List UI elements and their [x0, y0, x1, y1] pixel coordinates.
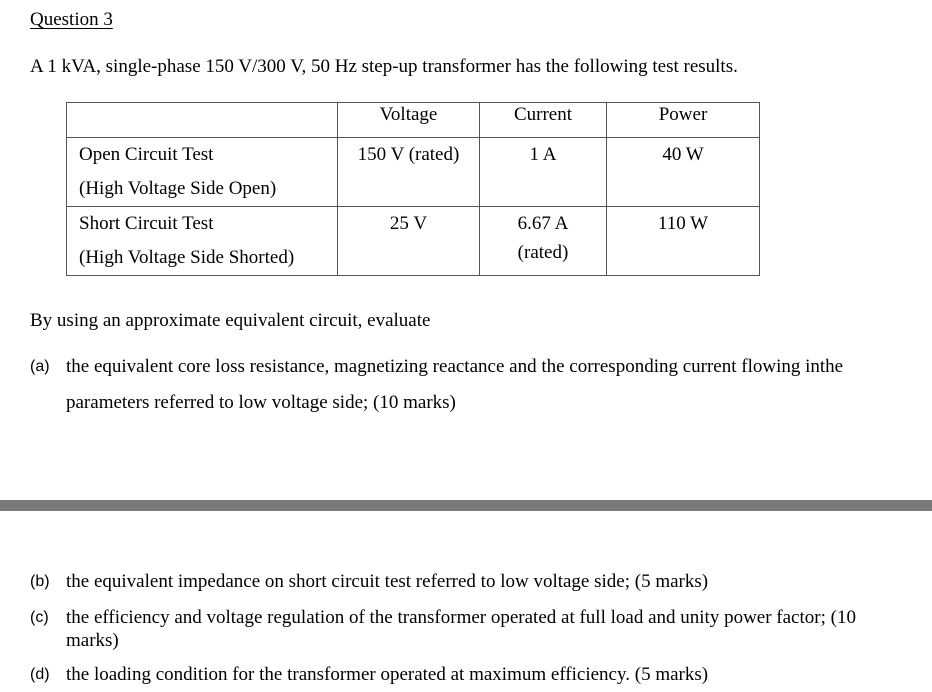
header-voltage: Voltage — [338, 103, 480, 138]
part-b-label: (b) — [30, 573, 50, 590]
test-name: Open Circuit Test — [79, 144, 214, 165]
voltage-value: 150 V (rated) — [357, 144, 460, 165]
part-a-label: (a) — [30, 358, 50, 375]
current-note: (rated) — [517, 242, 569, 263]
question-intro: A 1 kVA, single-phase 150 V/300 V, 50 Hz step-up transformer has the following test results. — [30, 56, 738, 77]
voltage-cell — [338, 138, 480, 207]
part-d-label: (d) — [30, 666, 50, 683]
power-cell — [607, 207, 760, 276]
voltage-cell — [338, 207, 480, 276]
header-test — [67, 103, 338, 138]
part-b-line1: the equivalent impedance on short circuit test referred to low voltage side; (5 marks) — [66, 571, 709, 592]
test-condition: (High Voltage Side Open) — [79, 178, 277, 199]
page-separator — [0, 500, 932, 511]
part-c-label: (c) — [30, 609, 49, 626]
test-results-table — [66, 102, 760, 276]
test-name-cell — [67, 138, 338, 207]
part-c-line1: the efficiency and voltage regulation of the transformer operated at full load and unity power factor; (10 — [66, 607, 856, 628]
test-condition: (High Voltage Side Shorted) — [79, 247, 295, 268]
current-cell — [480, 138, 607, 207]
table-row — [67, 138, 760, 207]
current-cell — [480, 207, 607, 276]
question-title: Question 3 — [30, 9, 113, 30]
part-a-line1: the equivalent core loss resistance, magnetizing reactance and the corresponding current flowing inthe — [66, 356, 844, 377]
header-power: Power — [607, 103, 760, 138]
table-row — [67, 207, 760, 276]
instruction-text: By using an approximate equivalent circuit, evaluate — [30, 310, 431, 331]
power-value: 110 W — [657, 213, 709, 234]
power-value: 40 W — [662, 144, 704, 165]
power-cell — [607, 138, 760, 207]
part-c-line2: marks) — [66, 630, 119, 651]
current-value: 1 A — [529, 144, 557, 165]
test-name: Short Circuit Test — [79, 213, 214, 234]
current-value: 6.67 A — [517, 213, 569, 234]
part-d-line1: the loading condition for the transformer operated at maximum efficiency. (5 marks) — [66, 664, 709, 685]
table-header-row — [67, 103, 760, 138]
part-a-line2: parameters referred to low voltage side; (10 marks) — [66, 392, 456, 413]
voltage-value: 25 V — [389, 213, 428, 234]
header-current: Current — [480, 103, 607, 138]
test-name-cell — [67, 207, 338, 276]
